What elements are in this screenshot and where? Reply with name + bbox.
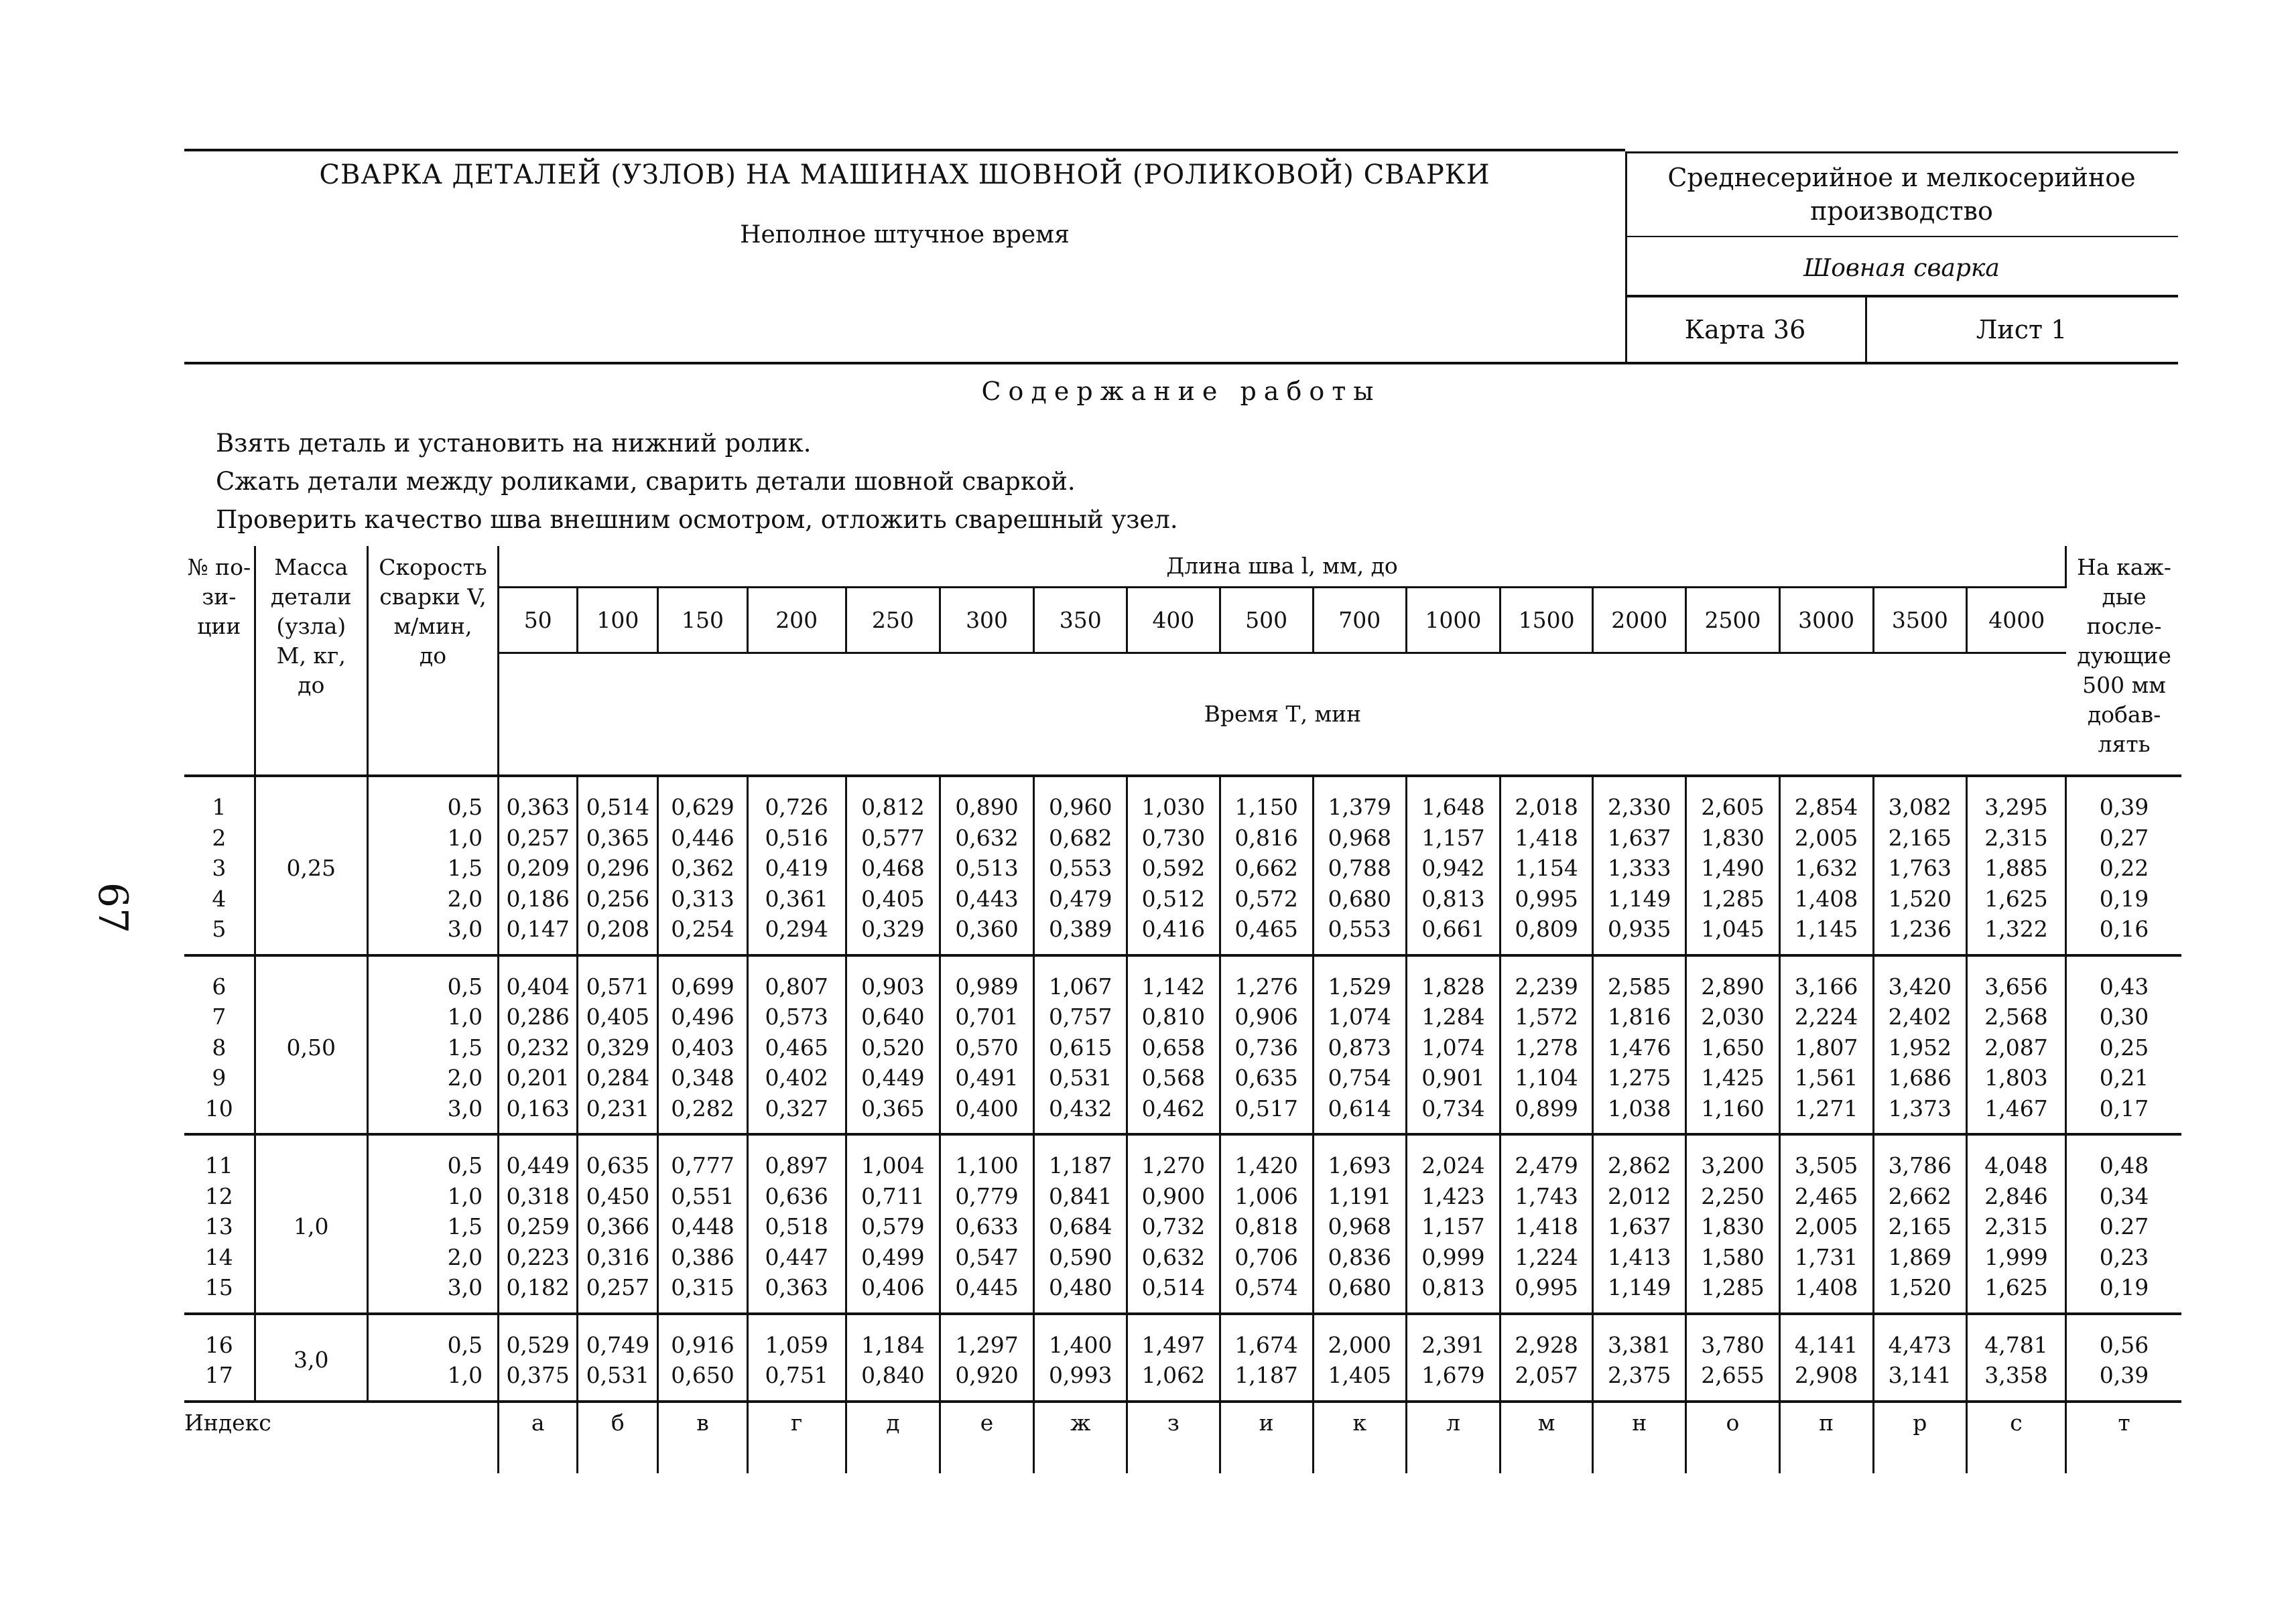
length-header-cell: 300 xyxy=(940,588,1033,653)
extra-cell: 0,56 0,39 xyxy=(2099,1331,2149,1388)
index-cell: в xyxy=(658,1402,747,1473)
time-cell: 1,059 0,751 xyxy=(747,1314,846,1402)
length-header-cell: 3000 xyxy=(1779,588,1873,653)
time-cell: 0,514 0,365 0,296 0,256 0,208 xyxy=(578,776,658,955)
work-step: Сжать детали между роликами, сварить детали шовной сваркой. xyxy=(216,467,1076,496)
time-cell: 3,420 2,402 1,952 1,686 1,373 xyxy=(1873,955,1966,1135)
index-cell: о xyxy=(1686,1402,1779,1473)
time-cell: 1,297 0,920 xyxy=(940,1314,1033,1402)
mass-group xyxy=(184,1134,2181,1314)
header-rule-top xyxy=(184,149,1625,151)
length-header-cell: 200 xyxy=(747,588,846,653)
time-cell: 1,067 0,757 0,615 0,531 0,432 xyxy=(1034,955,1127,1135)
time-cell: 3,786 2,662 2,165 1,869 1,520 xyxy=(1873,1134,1966,1314)
table-row xyxy=(184,955,2181,1135)
time-cell: 2,391 1,679 xyxy=(1406,1314,1500,1402)
index-cell: п xyxy=(1779,1402,1873,1473)
production-type: Среднесерийное и мелкосерийное производство xyxy=(1667,163,2136,226)
index-cell: т xyxy=(2118,1409,2130,1436)
time-cell: 3,082 2,165 1,763 1,520 1,236 xyxy=(1873,776,1966,955)
position-cell: 16 17 xyxy=(184,1314,255,1402)
page-number: 67 xyxy=(89,882,137,934)
length-header-cell: 250 xyxy=(846,588,940,653)
sheet-number: Лист 1 xyxy=(1976,315,2067,344)
length-header-cell: 4000 xyxy=(1966,588,2065,653)
mass-group xyxy=(184,1314,2181,1402)
time-cell: 0,807 0,573 0,465 0,402 0,327 xyxy=(747,955,846,1135)
time-cell: 2,585 1,816 1,476 1,275 1,038 xyxy=(1593,955,1686,1135)
index-cell: е xyxy=(940,1402,1033,1473)
speed-cell: 0,5 1,0 1,5 2,0 3,0 xyxy=(367,1134,498,1314)
work-step: Взять деталь и установить на нижний ролик. xyxy=(216,429,812,458)
time-cell: 4,141 2,908 xyxy=(1779,1314,1873,1402)
header-rule-1 xyxy=(1625,236,2178,237)
time-cell: 1,184 0,840 xyxy=(846,1314,940,1402)
extra-cell: 0,43 0,30 0,25 0,21 0,17 xyxy=(2099,973,2149,1122)
time-cell: 1,693 1,191 0,968 0,836 0,680 xyxy=(1313,1134,1406,1314)
speed-cell: 0,5 1,0 xyxy=(367,1314,498,1402)
index-cell: р xyxy=(1873,1402,1966,1473)
time-cell: 0,897 0,636 0,518 0,447 0,363 xyxy=(747,1134,846,1314)
index-cell: и xyxy=(1220,1402,1313,1473)
speed-cell: 0,5 1,0 1,5 2,0 3,0 xyxy=(367,776,498,955)
mass-cell: 1,0 xyxy=(255,1134,367,1314)
time-cell: 2,862 2,012 1,637 1,413 1,149 xyxy=(1593,1134,1686,1314)
index-label: Индекс xyxy=(184,1402,499,1473)
time-cell: 3,656 2,568 2,087 1,803 1,467 xyxy=(1966,955,2065,1135)
time-norms-table xyxy=(184,546,2181,1473)
time-cell: 1,379 0,968 0,788 0,680 0,553 xyxy=(1313,776,1406,955)
col-header-time: Время Т, мин xyxy=(1204,701,1362,727)
time-cell: 2,024 1,423 1,157 0,999 0,813 xyxy=(1406,1134,1500,1314)
index-cell: ж xyxy=(1034,1402,1127,1473)
position-cell: 6 7 8 9 10 xyxy=(184,955,255,1135)
table-row xyxy=(184,1314,2181,1402)
time-cell: 0,449 0,318 0,259 0,223 0,182 xyxy=(499,1134,578,1314)
length-header-cell: 2000 xyxy=(1593,588,1686,653)
work-content-title: Содержание работы xyxy=(981,377,1381,406)
length-header-cell: 3500 xyxy=(1873,588,1966,653)
time-cell: 0,777 0,551 0,448 0,386 0,315 xyxy=(658,1134,747,1314)
col-header-extra: На каж-дые после-дующие 500 мм добав-лять xyxy=(2077,554,2171,757)
time-cell: 1,529 1,074 0,873 0,754 0,614 xyxy=(1313,955,1406,1135)
time-cell: 2,928 2,057 xyxy=(1501,1314,1593,1402)
mass-group xyxy=(184,955,2181,1135)
index-cell: д xyxy=(846,1402,940,1473)
index-cell: з xyxy=(1127,1402,1220,1473)
time-cell: 4,048 2,846 2,315 1,999 1,625 xyxy=(1966,1134,2065,1314)
length-header-cell: 100 xyxy=(578,588,658,653)
time-cell: 0,989 0,701 0,570 0,491 0,400 xyxy=(940,955,1033,1135)
time-cell: 1,030 0,730 0,592 0,512 0,416 xyxy=(1127,776,1220,955)
time-cell: 3,505 2,465 2,005 1,731 1,408 xyxy=(1779,1134,1873,1314)
mass-group xyxy=(184,776,2181,955)
time-cell: 1,400 0,993 xyxy=(1034,1314,1127,1402)
time-cell: 0,699 0,496 0,403 0,348 0,282 xyxy=(658,955,747,1135)
extra-cell: 0,39 0,27 0,22 0,19 0,16 xyxy=(2099,794,2149,942)
time-cell: 3,166 2,224 1,807 1,561 1,271 xyxy=(1779,955,1873,1135)
position-cell: 1 2 3 4 5 xyxy=(184,776,255,955)
time-cell: 4,473 3,141 xyxy=(1873,1314,1966,1402)
length-header-cell: 400 xyxy=(1127,588,1220,653)
work-step: Проверить качество шва внешним осмотром, отложить сварешный узел. xyxy=(216,505,1178,534)
time-cell: 0,960 0,682 0,553 0,479 0,389 xyxy=(1034,776,1127,955)
time-cell: 0,749 0,531 xyxy=(578,1314,658,1402)
index-cell: л xyxy=(1406,1402,1500,1473)
length-header-cell: 1000 xyxy=(1406,588,1500,653)
index-cell: б xyxy=(578,1402,658,1473)
time-cell: 3,780 2,655 xyxy=(1686,1314,1779,1402)
index-cell: м xyxy=(1501,1402,1593,1473)
document-title: СВАРКА ДЕТАЛЕЙ (УЗЛОВ) НА МАШИНАХ ШОВНОЙ (РОЛИКОВОЙ) СВАРКИ xyxy=(319,159,1490,190)
time-cell: 2,605 1,830 1,490 1,285 1,045 xyxy=(1686,776,1779,955)
time-cell: 0,363 0,257 0,209 0,186 0,147 xyxy=(499,776,578,955)
time-cell: 2,018 1,418 1,154 0,995 0,809 xyxy=(1501,776,1593,955)
time-cell: 0,726 0,516 0,419 0,361 0,294 xyxy=(747,776,846,955)
time-cell: 0,571 0,405 0,329 0,284 0,231 xyxy=(578,955,658,1135)
extra-cell: 0,48 0,34 0.27 0,23 0,19 xyxy=(2099,1152,2149,1300)
length-header-cell: 700 xyxy=(1313,588,1406,653)
length-header-cell: 350 xyxy=(1034,588,1127,653)
col-header-length: Длина шва l, мм, до xyxy=(499,546,2066,588)
length-header-cell: 150 xyxy=(658,588,747,653)
time-cell: 2,479 1,743 1,418 1,224 0,995 xyxy=(1501,1134,1593,1314)
time-cell: 3,381 2,375 xyxy=(1593,1314,1686,1402)
time-cell: 2,854 2,005 1,632 1,408 1,145 xyxy=(1779,776,1873,955)
col-header-speed: Скорость сварки V, м/мин, до xyxy=(367,546,498,776)
time-cell: 2,330 1,637 1,333 1,149 0,935 xyxy=(1593,776,1686,955)
time-cell: 1,828 1,284 1,074 0,901 0,734 xyxy=(1406,955,1500,1135)
time-cell: 3,295 2,315 1,885 1,625 1,322 xyxy=(1966,776,2065,955)
col-header-mass: Масса детали (узла) М, кг, до xyxy=(255,546,367,776)
index-cell: г xyxy=(747,1402,846,1473)
weld-type: Шовная сварка xyxy=(1803,255,2000,282)
time-cell: 0,903 0,640 0,520 0,449 0,365 xyxy=(846,955,940,1135)
time-cell: 1,674 1,187 xyxy=(1220,1314,1313,1402)
index-row xyxy=(184,1402,2181,1473)
time-cell: 1,497 1,062 xyxy=(1127,1314,1220,1402)
time-cell: 1,150 0,816 0,662 0,572 0,465 xyxy=(1220,776,1313,955)
header-rule-top-right xyxy=(1625,151,2178,153)
card-number: Карта 36 xyxy=(1684,315,1806,344)
length-header-cell: 50 xyxy=(499,588,578,653)
mass-cell: 3,0 xyxy=(255,1314,367,1402)
time-cell: 3,200 2,250 1,830 1,580 1,285 xyxy=(1686,1134,1779,1314)
time-cell: 0,629 0,446 0,362 0,313 0,254 xyxy=(658,776,747,955)
table-row xyxy=(184,776,2181,955)
mass-cell: 0,25 xyxy=(255,776,367,955)
index-cell: а xyxy=(499,1402,578,1473)
time-cell: 2,890 2,030 1,650 1,425 1,160 xyxy=(1686,955,1779,1135)
length-header-cell: 1500 xyxy=(1501,588,1593,653)
time-cell: 0,916 0,650 xyxy=(658,1314,747,1402)
time-cell: 1,270 0,900 0,732 0,632 0,514 xyxy=(1127,1134,1220,1314)
index-cell: н xyxy=(1593,1402,1686,1473)
time-cell: 2,000 1,405 xyxy=(1313,1314,1406,1402)
index-cell: к xyxy=(1313,1402,1406,1473)
time-cell: 1,142 0,810 0,658 0,568 0,462 xyxy=(1127,955,1220,1135)
mass-cell: 0,50 xyxy=(255,955,367,1135)
table-row xyxy=(184,1134,2181,1314)
document-subtitle: Неполное штучное время xyxy=(740,221,1070,249)
header-rule-2 xyxy=(1625,295,2178,297)
header-rule-bottom xyxy=(184,362,2178,364)
time-cell: 0,812 0,577 0,468 0,405 0,329 xyxy=(846,776,940,955)
time-cell: 0,404 0,286 0,232 0,201 0,163 xyxy=(499,955,578,1135)
time-cell: 4,781 3,358 xyxy=(1966,1314,2065,1402)
position-cell: 11 12 13 14 15 xyxy=(184,1134,255,1314)
time-cell: 0,529 0,375 xyxy=(499,1314,578,1402)
time-cell: 2,239 1,572 1,278 1,104 0,899 xyxy=(1501,955,1593,1135)
length-header-cell: 500 xyxy=(1220,588,1313,653)
time-cell: 1,648 1,157 0,942 0,813 0,661 xyxy=(1406,776,1500,955)
time-cell: 1,100 0,779 0,633 0,547 0,445 xyxy=(940,1134,1033,1314)
time-cell: 1,187 0,841 0,684 0,590 0,480 xyxy=(1034,1134,1127,1314)
speed-cell: 0,5 1,0 1,5 2,0 3,0 xyxy=(367,955,498,1135)
time-cell: 1,420 1,006 0,818 0,706 0,574 xyxy=(1220,1134,1313,1314)
length-header-cell: 2500 xyxy=(1686,588,1779,653)
index-cell: с xyxy=(1966,1402,2065,1473)
col-header-position: № по-зи-ции xyxy=(184,546,255,776)
time-cell: 0,890 0,632 0,513 0,443 0,360 xyxy=(940,776,1033,955)
time-cell: 0,635 0,450 0,366 0,316 0,257 xyxy=(578,1134,658,1314)
time-cell: 1,276 0,906 0,736 0,635 0,517 xyxy=(1220,955,1313,1135)
time-cell: 1,004 0,711 0,579 0,499 0,406 xyxy=(846,1134,940,1314)
